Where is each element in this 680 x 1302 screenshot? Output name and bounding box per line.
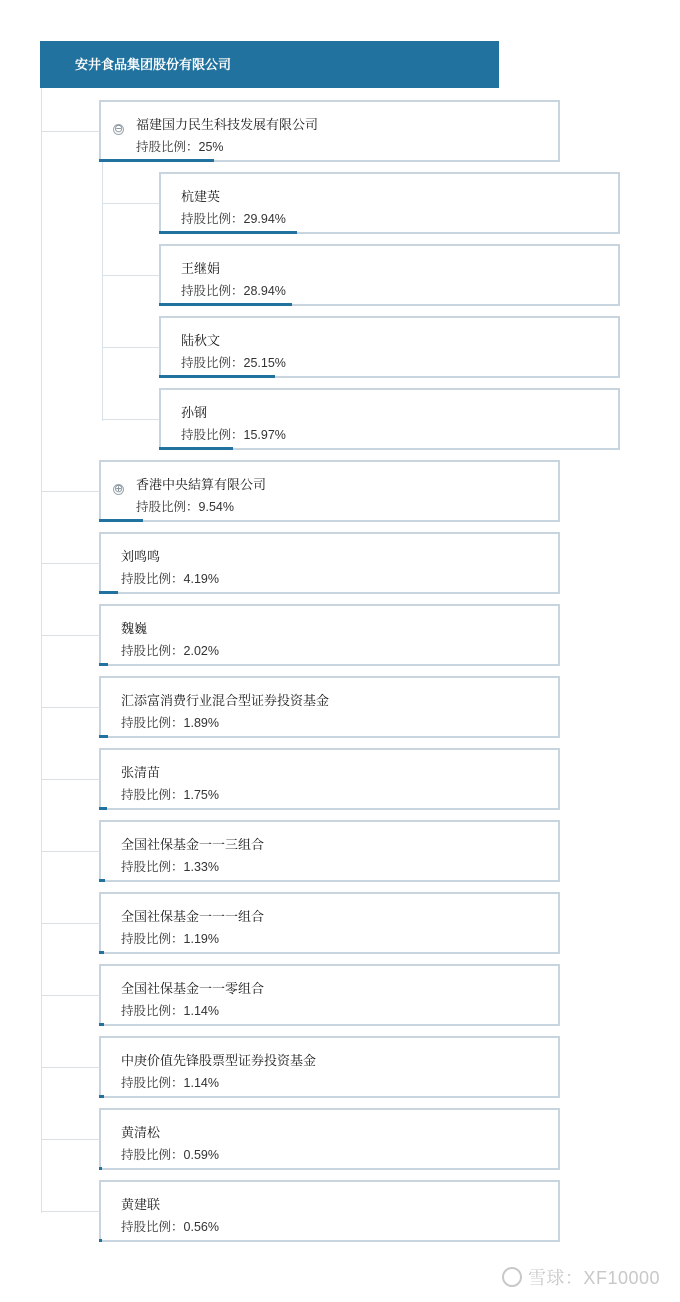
- connector-line: [41, 995, 99, 996]
- shareholder-node[interactable]: [99, 460, 560, 522]
- ratio-bar: [99, 159, 214, 162]
- shareholding-ratio: 持股比例：28.94%: [181, 284, 286, 298]
- shareholding-ratio: 持股比例：1.89%: [121, 716, 219, 730]
- connector-line: [102, 347, 159, 348]
- shareholding-ratio: 持股比例：15.97%: [181, 428, 286, 442]
- connector-line: [41, 851, 99, 852]
- root-company-name: 安井食品集团股份有限公司: [75, 57, 232, 72]
- ratio-bar: [159, 231, 297, 234]
- shareholder-name: 孙钢: [181, 405, 208, 420]
- shareholder-node[interactable]: [99, 1108, 560, 1170]
- connector-line: [41, 563, 99, 564]
- shareholding-ratio: 持股比例：0.56%: [121, 1220, 219, 1234]
- ratio-bar: [99, 663, 108, 666]
- expand-icon[interactable]: ⊕: [114, 483, 124, 495]
- ratio-bar: [99, 807, 107, 810]
- shareholder-node[interactable]: [99, 676, 560, 738]
- connector-line: [41, 1067, 99, 1068]
- shareholder-name: 香港中央結算有限公司: [136, 477, 267, 492]
- shareholding-ratio: 持股比例：1.14%: [121, 1076, 219, 1090]
- shareholder-name: 福建国力民生科技发展有限公司: [136, 117, 319, 132]
- root-company-box[interactable]: [40, 41, 499, 88]
- shareholding-ratio: 持股比例：25%: [136, 140, 224, 154]
- ratio-bar: [99, 591, 118, 594]
- shareholder-name: 魏巍: [121, 621, 148, 636]
- shareholder-name: 汇添富消费行业混合型证券投资基金: [121, 693, 330, 708]
- connector-line: [41, 923, 99, 924]
- ratio-bar: [99, 1095, 104, 1098]
- ratio-bar: [99, 519, 143, 522]
- shareholder-name: 王继娟: [181, 261, 221, 276]
- connector-line: [41, 1211, 99, 1212]
- ratio-bar: [99, 1023, 104, 1026]
- ratio-bar: [99, 879, 105, 882]
- shareholder-node[interactable]: [99, 604, 560, 666]
- shareholder-node[interactable]: [99, 892, 560, 954]
- shareholder-name: 中庚价值先锋股票型证券投资基金: [121, 1053, 317, 1068]
- connector-line: [102, 203, 159, 204]
- ratio-bar: [99, 1239, 102, 1242]
- shareholder-name: 全国社保基金一一三组合: [121, 837, 265, 852]
- ratio-bar: [99, 735, 108, 738]
- watermark-text: 雪球：XF10000: [527, 1268, 660, 1288]
- connector-line: [102, 275, 159, 276]
- shareholder-node[interactable]: [99, 100, 560, 162]
- connector-line: [41, 1139, 99, 1140]
- trunk-line: [41, 88, 42, 1213]
- shareholder-name: 刘鸣鸣: [121, 549, 161, 564]
- shareholding-ratio: 持股比例：1.75%: [121, 788, 219, 802]
- shareholding-ratio: 持股比例：4.19%: [121, 572, 219, 586]
- shareholder-name: 黄建联: [121, 1197, 161, 1212]
- shareholding-ratio: 持股比例：0.59%: [121, 1148, 219, 1162]
- connector-line: [41, 491, 99, 492]
- ratio-bar: [159, 375, 275, 378]
- snowball-logo-icon: [502, 1267, 522, 1287]
- watermark: [502, 1264, 660, 1290]
- shareholder-node[interactable]: [159, 316, 620, 378]
- connector-line: [41, 131, 99, 132]
- connector-line: [41, 779, 99, 780]
- connector-line: [41, 635, 99, 636]
- shareholder-name: 杭建英: [181, 189, 221, 204]
- shareholder-node[interactable]: [159, 172, 620, 234]
- shareholder-name: 陆秋文: [181, 333, 221, 348]
- shareholder-node[interactable]: [99, 1036, 560, 1098]
- sub-trunk-line: [102, 162, 103, 421]
- shareholder-node[interactable]: [99, 1180, 560, 1242]
- shareholder-node[interactable]: [99, 532, 560, 594]
- shareholder-name: 黄清松: [121, 1125, 161, 1140]
- ratio-bar: [99, 1167, 102, 1170]
- shareholder-node[interactable]: [159, 388, 620, 450]
- shareholding-ratio: 持股比例：25.15%: [181, 356, 286, 370]
- shareholder-node[interactable]: [99, 748, 560, 810]
- ratio-bar: [159, 303, 292, 306]
- connector-line: [102, 419, 159, 420]
- shareholding-ratio: 持股比例：1.19%: [121, 932, 219, 946]
- shareholder-name: 全国社保基金一一零组合: [121, 981, 265, 996]
- shareholding-ratio: 持股比例：29.94%: [181, 212, 286, 226]
- ratio-bar: [159, 447, 233, 450]
- shareholder-node[interactable]: [99, 964, 560, 1026]
- shareholding-ratio: 持股比例：9.54%: [136, 500, 234, 514]
- shareholder-node[interactable]: [159, 244, 620, 306]
- connector-line: [41, 707, 99, 708]
- shareholding-ratio: 持股比例：1.33%: [121, 860, 219, 874]
- shareholder-node[interactable]: [99, 820, 560, 882]
- shareholding-ratio: 持股比例：1.14%: [121, 1004, 219, 1018]
- shareholder-name: 全国社保基金一一一组合: [121, 909, 265, 924]
- ratio-bar: [99, 951, 104, 954]
- shareholder-name: 张清苗: [121, 765, 161, 780]
- collapse-icon[interactable]: ⊖: [114, 123, 124, 135]
- shareholding-ratio: 持股比例：2.02%: [121, 644, 219, 658]
